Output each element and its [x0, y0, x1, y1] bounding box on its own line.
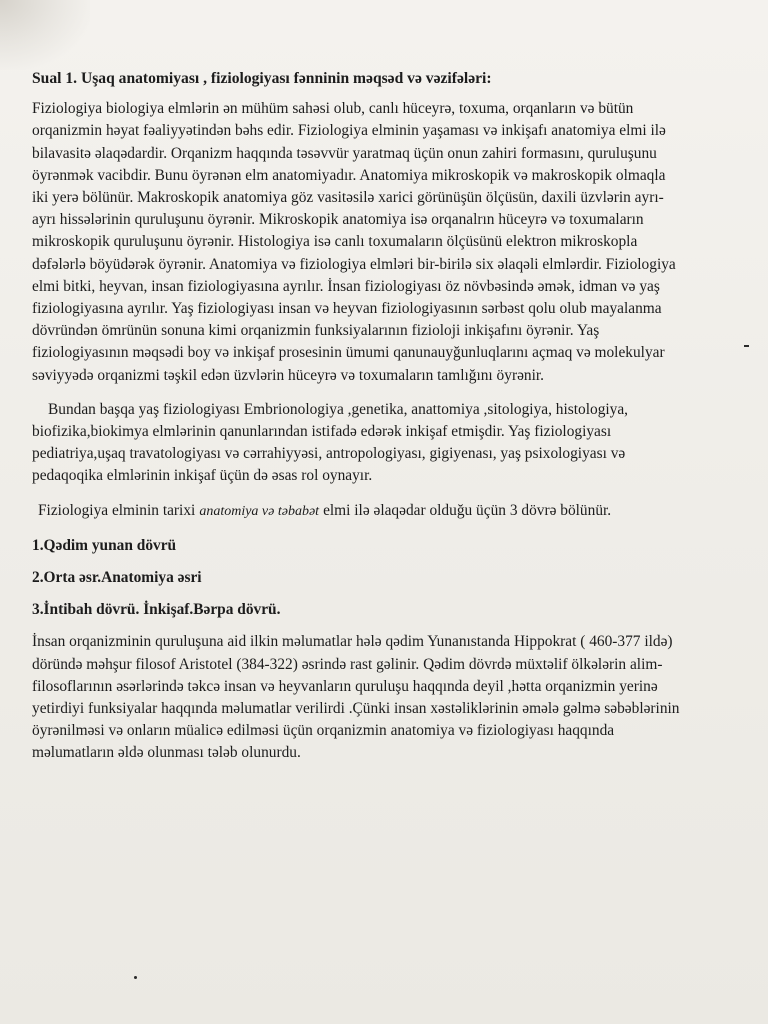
history-text-before: Fiziologiya elminin tarixi: [38, 501, 196, 519]
document-body: [32, 68, 682, 777]
scan-speck: [134, 976, 137, 979]
period-item-renaissance: 3.İntibah dövrü. İnkişaf.Bərpa dövrü.: [32, 601, 281, 619]
history-text-emphasis: anatomiya və təbabət: [199, 503, 320, 519]
page-corner-shadow: [0, 0, 90, 70]
paragraph-history-periods: [32, 500, 682, 523]
history-text-after: elmi ilə əlaqədar olduğu üçün 3 dövrə bölünür.: [323, 501, 612, 519]
question-heading: Sual 1. Uşaq anatomiyası , fiziologiyası fənninin məqsəd və vəzifələri:: [32, 70, 492, 87]
paragraph-age-physiology: Bundan başqa yaş fiziologiyası Embrionologiya ,genetika, anattomiya ,sitologiya, histologiya, biofizika,biokimya elmlərinin qanunlarından istifadə edərək inkişaf etmişdir. Yaş fiziologiyası pediatriya,uşaq travatologiyası və cərrahiyyəsi, antropologiyası, gigiyenası, yaş psixologiyası və pedaqoqika elmlərinin inkişaf üçün də əsas rol oynayır.: [32, 400, 629, 485]
paragraph-ancient-knowledge: İnsan orqanizminin quruluşuna aid ilkin məlumatlar hələ qədim Yunanıstanda Hippokrat ( 460-377 ildə) döründə məhşur filosof Aristotel (384-322) əsrində rast gəlinir. Qədim dövrdə müxtəlif ölkələrin alim- filosoflarının əsərlərində təkcə insan və heyvanların quruluşu haqqında deyil ,hətta orqanizmin yerinə yetirdiyi funksiyalar haqqında məlumatlar verilirdi .Çünki insan xəstəliklərinin əmələ gəlmə səbəblərinin öyrənilməsi və onların müalicə edilməsi üçün orqanizmin anatomiya və fiziologiyası haqqında məlumatların əldə olunması tələb olunurdu.: [32, 633, 680, 762]
period-item-middle-ages: 2.Orta əsr.Anatomiya əsri: [32, 569, 202, 587]
margin-mark: [744, 345, 749, 347]
paragraph-physiology-intro: Fiziologiya biologiya elmlərin ən mühüm sahəsi olub, canlı hüceyrə, toxuma, orqanların və bütün orqanizmin həyat fəaliyyətindən bəhs edir. Fiziologiya elminin yaşaması və inkişafı anatomiya elmi ilə bilavasitə əlaqədardir. Orqanizm haqqında təsəvvür yaratmaq üçün onun zahiri formasını, quruluşunu öyrənmək vacibdir. Bunu öyrənən elm anatomiyadır. Anatomiya mikroskopik və makroskopik olmaqla iki yerə bölünür. Makroskopik anatomiya göz vasitəsilə xarici görünüşün ölçüsün, daxili üzvlərin ayrı- ayrı hissələrinin quruluşunu öyrənir. Mikroskopik anatomiya isə orqanalrın hüceyrə və toxumaların mikroskopik quruluşunu öyrənir. Histologiya isə canlı toxumaların ölçüsünü elektron mikroskopla dəfələrlə böyüdərək öyrənir. Anatomiya və fiziologiya elmləri bir-birilə six əlaqəli elmlərdir. Fiziologiya elmi bitki, heyvan, insan fiziologiyasına ayrılır. İnsan fiziologiyası öz növbəsində əmək, idman və yaş fiziologiyasına ayrılır. Yaş fiziologiyası insan və heyvan fiziologiyasının sərbəst qolu olub mayalanma dövründən ömrünün sonuna kimi orqanizmin funksiyalarının fizioloji inkişafını öyrənir. Yaş fiziologiyasının məqsədi boy və inkişaf prosesinin ümumi qanunauyğunluqlarını açmaq və molekulyar səviyyədə orqanizmi təşkil edən üzvlərin hüceyrə və toxumaların tamlığını öyrənir.: [32, 100, 676, 384]
period-item-ancient-greek: 1.Qədim yunan dövrü: [32, 536, 177, 554]
